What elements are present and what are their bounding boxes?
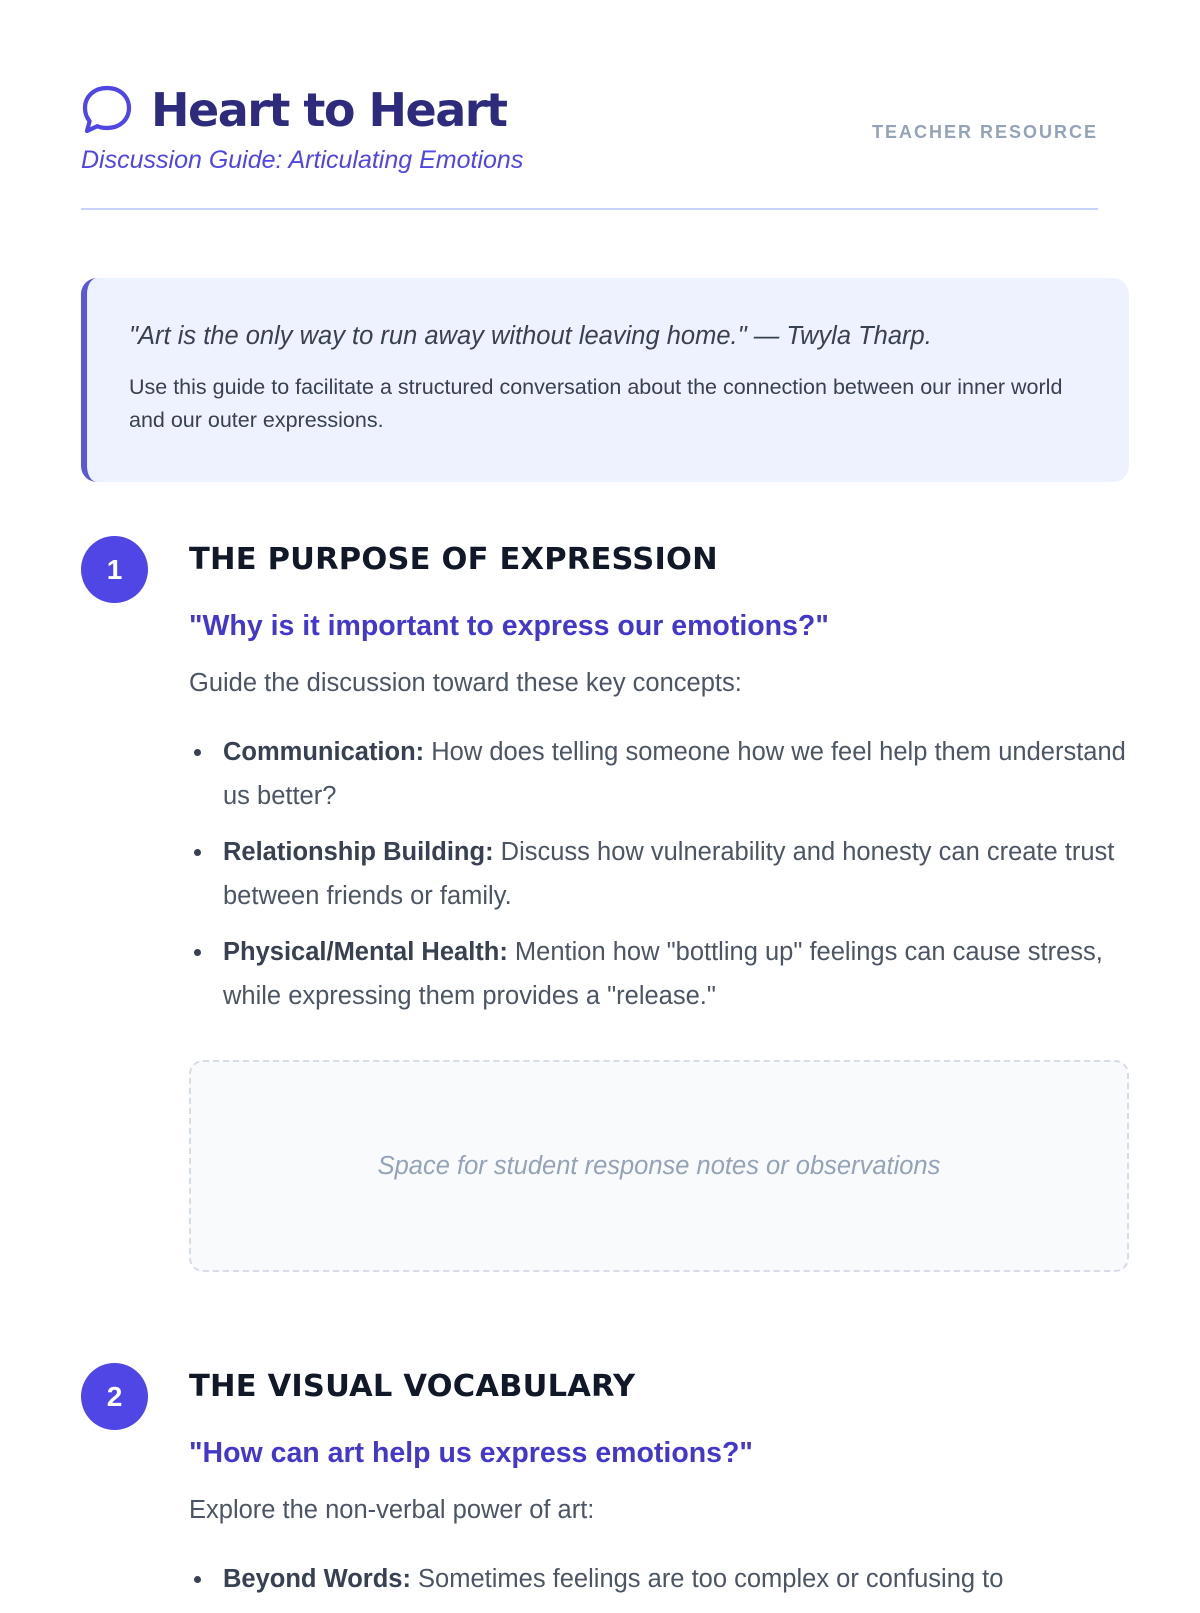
concept-list <box>189 1557 1129 1601</box>
response-notes-area[interactable]: Space for student response notes or observations <box>189 1060 1129 1272</box>
page-subtitle: Discussion Guide: Articulating Emotions <box>81 146 524 174</box>
list-item <box>189 930 1129 1018</box>
section-intro: Explore the non-verbal power of art: <box>189 1496 595 1524</box>
list-item-label: Communication: <box>223 738 425 766</box>
list-item <box>189 730 1129 818</box>
section-body <box>189 1363 1129 1613</box>
page-header <box>81 0 1098 210</box>
page-title: Heart to Heart <box>151 83 507 137</box>
brand-row <box>81 84 506 136</box>
intro-quote: "Art is the only way to run away without leaving home." — Twyla Tharp. <box>129 322 932 350</box>
list-item-text: How does telling someone how we feel help them understand us better? <box>223 738 1126 810</box>
concept-list <box>189 730 1129 1018</box>
resource-tag: TEACHER RESOURCE <box>871 122 1098 142</box>
intro-box <box>81 278 1129 482</box>
list-item-label: Physical/Mental Health: <box>223 938 508 966</box>
section-intro: Guide the discussion toward these key concepts: <box>189 669 742 697</box>
list-item-text: Mention how "bottling up" feelings can cause stress, while expressing them provides a "release." <box>223 938 1103 1010</box>
section-question: "Why is it important to express our emotions?" <box>189 610 829 642</box>
section-question: "How can art help us express emotions?" <box>189 1437 753 1469</box>
section-number-badge: 2 <box>81 1363 148 1430</box>
section-title: THE VISUAL VOCABULARY <box>189 1369 636 1404</box>
list-item-label: Relationship Building: <box>223 838 494 866</box>
section-body <box>189 536 1129 1272</box>
list-item-text: Sometimes feelings are too complex or confusing to <box>410 1565 1004 1593</box>
list-item-label: Beyond Words: <box>223 1565 411 1593</box>
section-title: THE PURPOSE OF EXPRESSION <box>189 542 718 577</box>
list-item <box>189 830 1129 918</box>
section-number-badge: 1 <box>81 536 148 603</box>
list-item <box>189 1557 1129 1601</box>
list-item-text: Discuss how vulnerability and honesty can create trust between friends or family. <box>223 838 1115 910</box>
intro-text: Use this guide to facilitate a structured conversation about the connection between our inner world and our outer expressions. <box>129 375 1063 432</box>
speech-bubble-icon <box>81 84 133 136</box>
